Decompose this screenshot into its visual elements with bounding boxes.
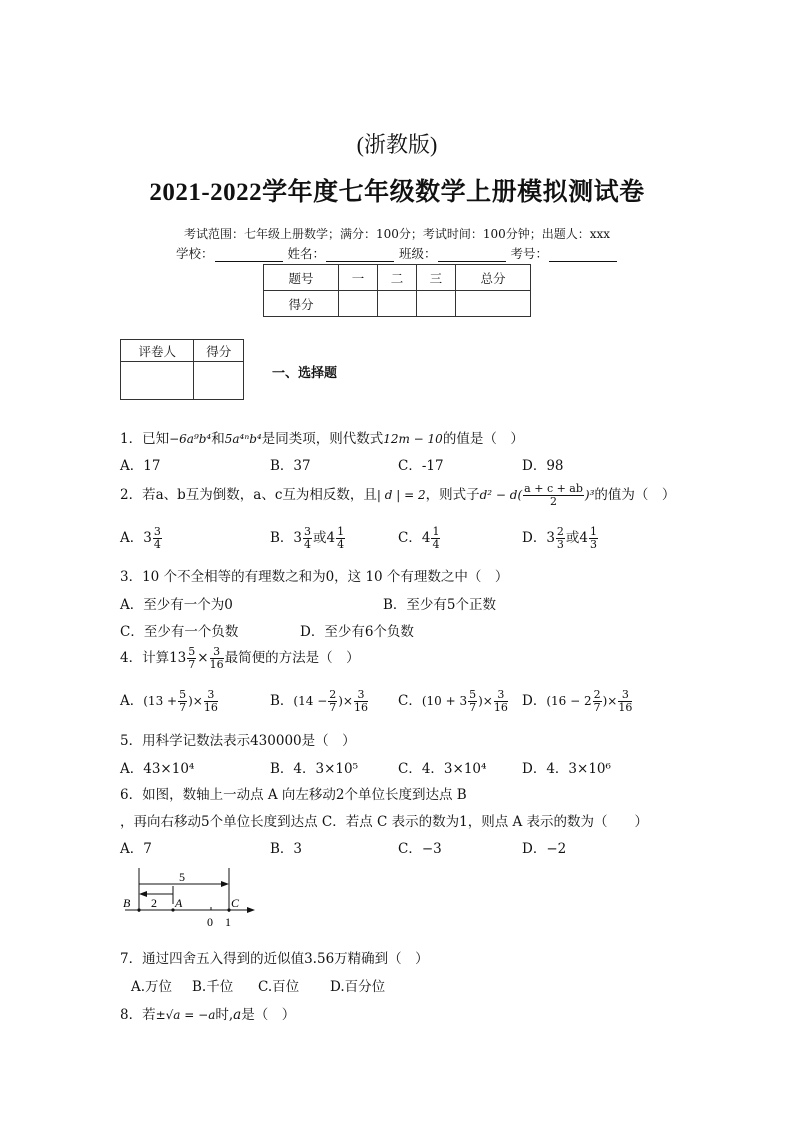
label-zero: 0 xyxy=(207,915,213,929)
label-a: A xyxy=(175,896,183,910)
point-b xyxy=(137,908,140,911)
arrow-two-head xyxy=(139,891,147,897)
score-row-label: 得分 xyxy=(264,291,339,317)
edition-label: (浙教版) xyxy=(356,132,438,157)
score-header-cell: 三 xyxy=(416,265,455,291)
question-6-option-d[interactable]: D．−2 xyxy=(522,841,567,857)
exam-number-label: 考号： xyxy=(510,246,548,261)
arrow-five-head xyxy=(221,881,229,887)
question-2-stem: 2．若a、b互为倒数，a、c互为相反数，且| d | = 2，则式子d² − d( $\frac{a + c + ab}{2}$ )³的值为（ ） xyxy=(120,482,676,508)
question-3-option-d[interactable]: D．至少有6个负数 xyxy=(300,624,414,640)
score-header-cell: 题号 xyxy=(264,265,339,291)
question-7-option-a[interactable]: A.万位 xyxy=(131,979,173,995)
question-2-option-b[interactable]: B．3 $\frac{3}{4}$ 或4 $\frac{1}{4}$ xyxy=(270,525,345,551)
question-7-option-d[interactable]: D.百分位 xyxy=(330,979,386,995)
question-5-option-b[interactable]: B．4．3×10⁵ xyxy=(270,761,359,777)
question-5-option-c[interactable]: C．4．3×10⁴ xyxy=(398,761,487,777)
name-blank[interactable] xyxy=(326,249,394,262)
exam-info: 考试范围：七年级上册数学；满分：100分；考试时间：100分钟；出题人：xxx xyxy=(183,227,611,241)
question-6-option-a[interactable]: A．7 xyxy=(120,841,152,857)
question-6-stem-line1: 6．如图，数轴上一动点 A 向左移动2个单位长度到达点 B xyxy=(120,787,467,803)
score-cell[interactable] xyxy=(455,291,530,317)
student-info-row xyxy=(0,244,794,262)
score-cell[interactable] xyxy=(339,291,378,317)
question-4-option-c[interactable]: C．(10 + 3 $\frac{5}{7}$ )× $\frac{3}{16}$ xyxy=(398,688,508,714)
question-1-option-d[interactable]: D．98 xyxy=(522,458,564,474)
score-table xyxy=(263,264,531,317)
axis-arrow-head xyxy=(247,907,255,913)
question-1-option-b[interactable]: B．37 xyxy=(270,458,311,474)
grader-cell[interactable] xyxy=(121,362,194,400)
exam-number-blank[interactable] xyxy=(549,249,617,262)
question-6-stem-line2: ，再向右移动5个单位长度到达点 C．若点 C 表示的数为1，则点 A 表示的数为（ ） xyxy=(120,814,649,830)
score-header-cell: 二 xyxy=(377,265,416,291)
section-title: 一、选择题 xyxy=(272,366,338,381)
question-4-option-d[interactable]: D．(16 − 2 $\frac{2}{7}$ )× $\frac{3}{16}$ xyxy=(522,688,633,714)
label-one: 1 xyxy=(225,915,231,929)
question-2-option-c[interactable]: C．4 $\frac{1}{4}$ xyxy=(398,525,440,551)
label-two: 2 xyxy=(151,896,157,910)
question-8-stem: 8．若±√a = −a时,a是（ ） xyxy=(120,1007,296,1023)
question-3-stem: 3．10 个不全相等的有理数之和为0，这 10 个有理数之中（ ） xyxy=(120,569,509,585)
score-header-cell: 总分 xyxy=(455,265,530,291)
question-5-option-d[interactable]: D．4．3×10⁶ xyxy=(522,761,611,777)
question-3-option-a[interactable]: A．至少有一个为0 xyxy=(120,597,233,613)
question-3-option-c[interactable]: C．至少有一个负数 xyxy=(120,624,239,640)
grader-header-cell: 得分 xyxy=(194,340,244,362)
question-4-stem: 4．计算13 $\frac{5}{7}$ × $\frac{3}{16}$ 最简便的方法是（ ） xyxy=(120,645,360,671)
score-cell[interactable] xyxy=(416,291,455,317)
question-7-stem: 7．通过四舍五入得到的近似值3.56万精确到（ ） xyxy=(120,951,429,967)
question-5-stem: 5．用科学记数法表示430000是（ ） xyxy=(120,733,356,749)
question-7-option-b[interactable]: B.千位 xyxy=(192,979,234,995)
question-6-option-b[interactable]: B．3 xyxy=(270,841,303,857)
question-4-option-b[interactable]: B．(14 − $\frac{2}{7}$ )× $\frac{3}{16}$ xyxy=(270,688,368,714)
grader-header-cell: 评卷人 xyxy=(121,340,194,362)
question-2-option-a[interactable]: A．3 $\frac{3}{4}$ xyxy=(120,525,161,551)
school-blank[interactable] xyxy=(215,249,283,262)
exam-title: 2021-2022学年度七年级数学上册模拟测试卷 xyxy=(149,179,645,206)
question-1-option-a[interactable]: A．17 xyxy=(120,458,161,474)
question-2-option-d[interactable]: D．3 $\frac{2}{3}$ 或4 $\frac{1}{3}$ xyxy=(522,525,598,551)
name-label: 姓名： xyxy=(287,246,325,261)
grader-table xyxy=(120,339,244,400)
school-label: 学校： xyxy=(175,246,214,261)
question-3-option-b[interactable]: B．至少有5个正数 xyxy=(383,597,497,613)
grader-cell[interactable] xyxy=(194,362,244,400)
label-b: B xyxy=(123,896,131,910)
question-4-option-a[interactable]: A．(13 + $\frac{5}{7}$ )× $\frac{3}{16}$ xyxy=(120,688,218,714)
score-header-cell: 一 xyxy=(339,265,378,291)
question-1-stem: 1．已知−6a⁹b⁴和5a⁴ⁿb⁴是同类项，则代数式12m − 10的值是（ ） xyxy=(120,431,524,447)
class-label: 班级： xyxy=(398,246,437,261)
question-5-option-a[interactable]: A．43×10⁴ xyxy=(120,761,195,777)
class-blank[interactable] xyxy=(438,249,506,262)
question-7-option-c[interactable]: C.百位 xyxy=(258,979,300,995)
number-line-figure xyxy=(115,864,265,934)
label-c: C xyxy=(231,896,240,910)
question-6-option-c[interactable]: C．−3 xyxy=(398,841,442,857)
label-five: 5 xyxy=(179,870,185,884)
score-cell[interactable] xyxy=(377,291,416,317)
question-1-option-c[interactable]: C．-17 xyxy=(398,458,444,474)
